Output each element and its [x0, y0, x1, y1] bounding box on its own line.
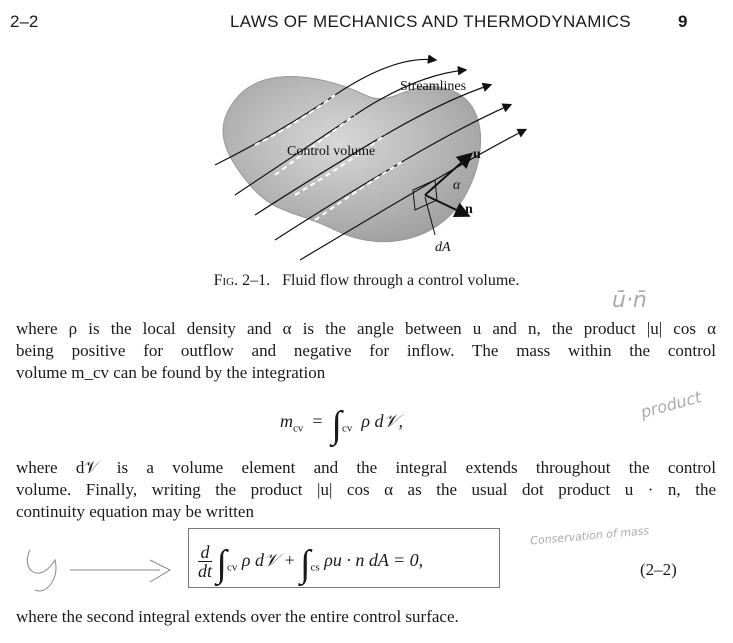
- integral-sign-2: ∫: [300, 543, 311, 585]
- p2-line-1: where d𝒱 is a volume element and the integral extends throughout the control: [16, 458, 716, 477]
- paragraph-3: [16, 606, 716, 628]
- p2-line-3: continuity equation may be written: [16, 502, 254, 521]
- handwritten-note-3: Conservation of mass: [529, 524, 650, 548]
- section-number: 2–2: [10, 12, 39, 31]
- label-alpha: α: [453, 178, 461, 193]
- control-volume-figure: [195, 55, 535, 265]
- derivative-fraction: $\frac{d}{dt}$: [198, 542, 213, 582]
- running-title: LAWS OF MECHANICS AND THERMODYNAMICS: [230, 12, 631, 31]
- label-n: n: [465, 202, 473, 217]
- p2-line-2: volume. Finally, writing the product |u| cos α as the usual dot product u · n, the: [16, 480, 716, 499]
- p1-line-2: being positive for outflow and negative for inflow. The mass within the control: [16, 341, 716, 360]
- label-dA: dA: [435, 240, 451, 255]
- caption-text: Fluid flow through a control volume.: [282, 272, 520, 289]
- handwritten-note-1: ū·n̄: [612, 288, 647, 313]
- eq2-term-2: ρu · n dA = 0,: [324, 550, 424, 570]
- handwritten-note-2: product: [638, 387, 704, 422]
- p1-line-1: where ρ is the local density and α is the angle between u and n, the product |u| cos α: [16, 319, 716, 338]
- p3-line-1: where the second integral extends over the entire control surface.: [16, 607, 459, 626]
- page-header: [0, 12, 733, 36]
- continuity-equation: $\frac{d}{dt}$ $\int_{cv}$ ρ d𝒱 + $\int_{cs}$ ρu · n dA = 0,: [198, 542, 424, 585]
- eq1-lhs: m: [280, 411, 293, 431]
- equation-mass-integral: $m_{cv} = \int_{cv}$ ρ d𝒱,: [280, 404, 403, 446]
- paragraph-2: [16, 457, 716, 523]
- eq2-term-1: ρ d𝒱 +: [241, 550, 296, 570]
- label-u: u: [473, 147, 481, 162]
- paragraph-1: [16, 318, 716, 384]
- handwritten-arrow-sketch: [10, 540, 190, 600]
- label-streamlines: Streamlines: [400, 79, 467, 94]
- equation-number: (2–2): [640, 560, 677, 579]
- eq1-integrand: ρ d𝒱,: [361, 411, 403, 431]
- label-control-volume: Control volume: [287, 144, 376, 159]
- figure-drawing: [195, 55, 535, 265]
- integral-sign: ∫: [331, 404, 342, 446]
- p1-line-3: volume m_cv can be found by the integration: [16, 363, 326, 382]
- page-number: 9: [678, 12, 688, 31]
- integral-sign-1: ∫: [216, 543, 227, 585]
- caption-prefix: Fig. 2–1.: [213, 272, 271, 289]
